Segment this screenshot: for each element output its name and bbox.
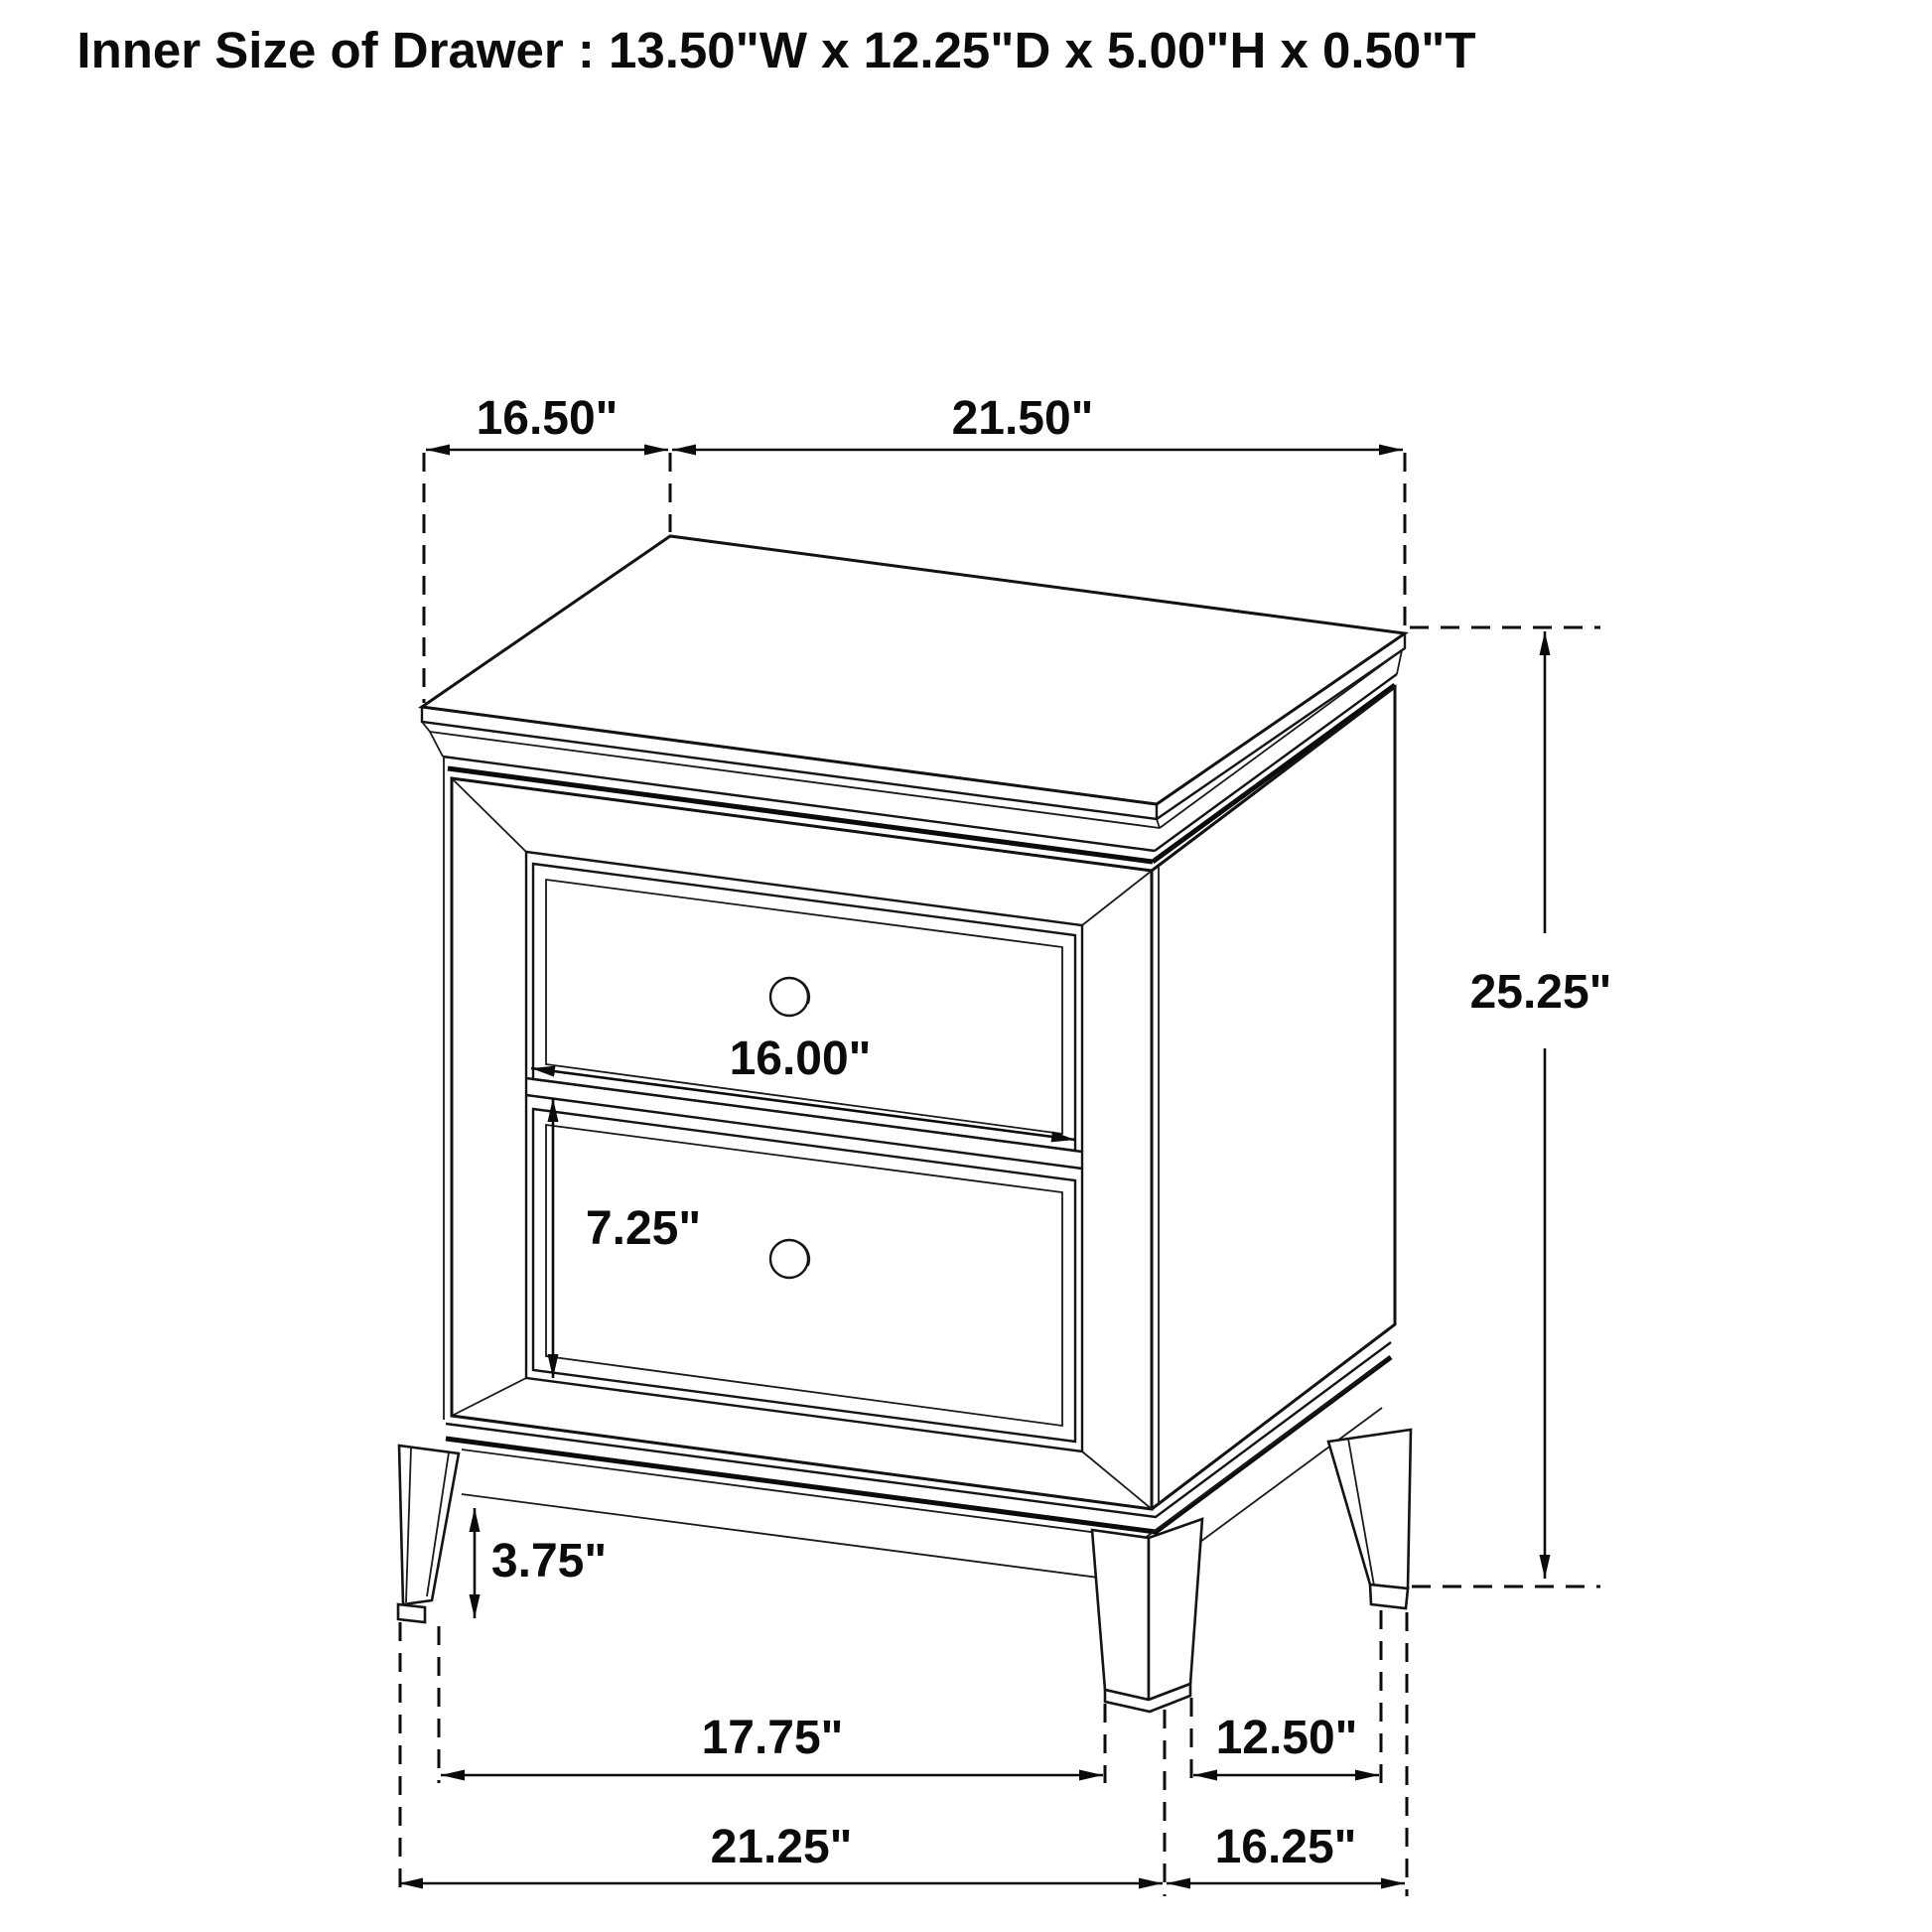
diagram-title: Inner Size of Drawer : 13.50"W x 12.25"D x 5.00"H x 0.50"T [76, 22, 1476, 78]
dim-label-side-leg-span: 12.50" [1215, 1712, 1358, 1764]
dim-label-overall-height: 25.25" [1469, 966, 1612, 1019]
top-molding-front [422, 722, 1160, 871]
dim-label-front-overall: 21.25" [710, 1821, 853, 1873]
dim-label-top-width: 21.50" [951, 392, 1094, 445]
dim-label-side-overall: 16.25" [1214, 1821, 1357, 1873]
extension-lines [400, 453, 1600, 1896]
dim-label-drawer-front-height: 7.25" [585, 1202, 702, 1255]
drawer-divider [526, 1078, 1082, 1169]
drawer-bottom [533, 1109, 1075, 1442]
dim-label-front-leg-span: 17.75" [701, 1712, 844, 1764]
dim-label-top-depth: 16.50" [476, 392, 619, 445]
top-molding-side [1152, 648, 1405, 871]
cabinet-body [444, 687, 1395, 1509]
dim-label-drawer-width: 16.00" [729, 1033, 872, 1085]
dim-label-leg-height: 3.75" [490, 1535, 608, 1587]
